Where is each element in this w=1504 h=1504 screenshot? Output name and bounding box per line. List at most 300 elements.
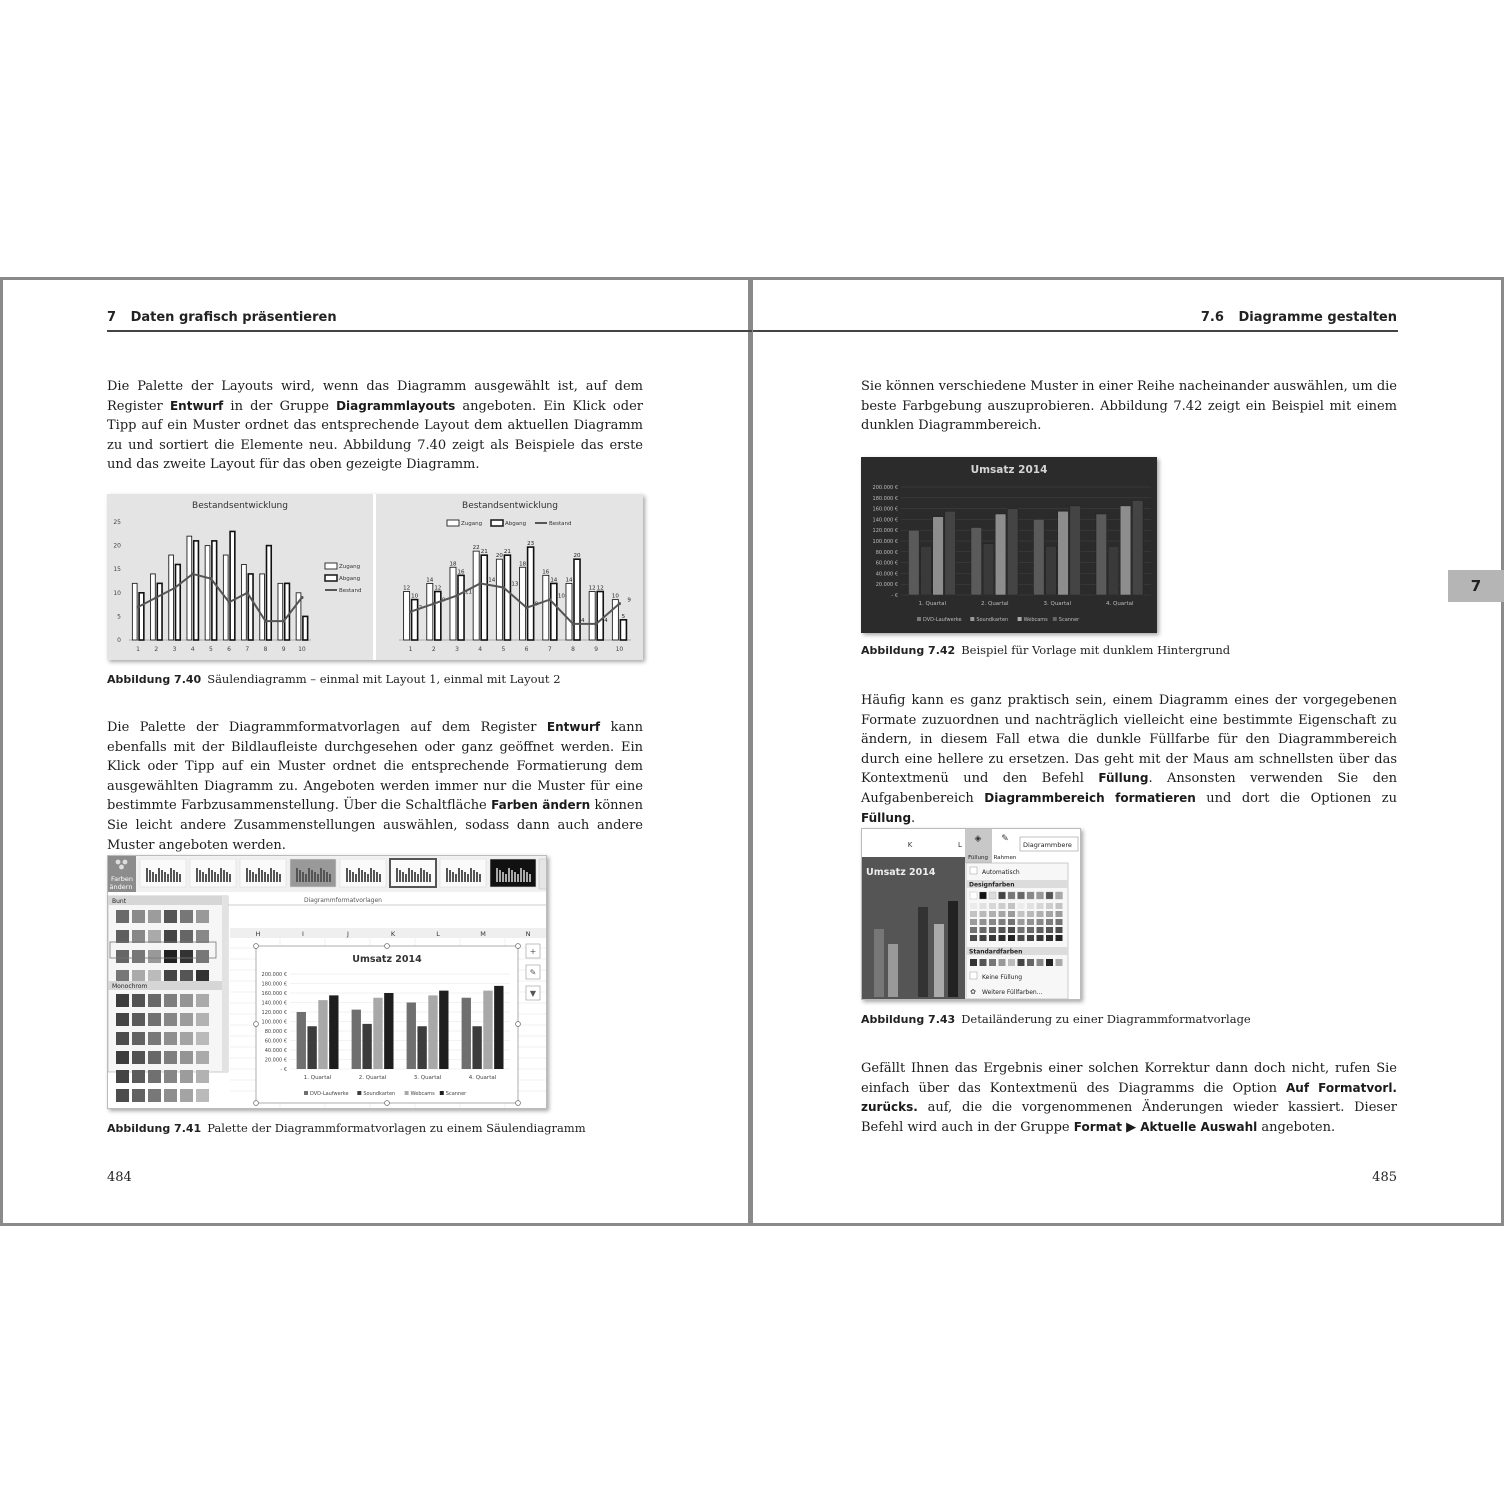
thumbnail-bar <box>367 874 369 882</box>
thumbnail-bar <box>299 870 301 882</box>
column-header: M <box>480 930 486 938</box>
theme-shade-swatch <box>970 919 977 925</box>
theme-shade-swatch <box>1037 911 1044 917</box>
filter-icon: ▼ <box>529 989 537 998</box>
y-tick-label: 20.000 € <box>264 1057 287 1064</box>
thumbnail-bar <box>508 868 510 882</box>
button-label: Rahmen <box>993 855 1017 861</box>
x-tick-label: 5 <box>501 646 506 653</box>
resize-handle <box>254 944 259 949</box>
caption-text: Beispiel für Vorlage mit dunklem Hintergrund <box>961 643 1231 657</box>
thumbnail-bar <box>470 868 472 882</box>
data-label: 10 <box>611 593 619 600</box>
bar-abgang <box>303 616 308 640</box>
ui-term: Entwurf <box>169 398 224 413</box>
theme-shade-swatch <box>1037 927 1044 933</box>
color-swatch <box>196 1013 209 1026</box>
theme-shade-swatch <box>1018 903 1025 909</box>
thumbnail-bar <box>226 872 228 882</box>
thumbnail-bar <box>279 874 281 882</box>
data-label: 9 <box>441 597 446 604</box>
x-tick-label: 10 <box>298 646 306 653</box>
bar-webcams <box>1058 511 1069 595</box>
standard-color-swatch <box>1018 959 1025 966</box>
bar-scanner <box>1007 509 1018 595</box>
column-header-bar <box>230 928 547 938</box>
thumbnail-bar <box>476 872 478 882</box>
chart-bar <box>888 944 898 997</box>
bar-dvd-laufwerke <box>352 1010 361 1069</box>
bar-dvd-laufwerke <box>1034 519 1045 595</box>
x-tick-label: 3. Quartal <box>1043 601 1071 607</box>
color-swatch <box>196 950 209 963</box>
thumbnail-bar <box>311 870 313 882</box>
color-swatch <box>148 994 161 1007</box>
x-tick-label: 2 <box>154 646 159 653</box>
thumbnail-bar <box>402 872 404 882</box>
chart-title: Bestandsentwicklung <box>462 501 558 511</box>
data-label: 9 <box>627 597 631 604</box>
column-header: K <box>907 841 913 849</box>
theme-shade-swatch <box>980 903 987 909</box>
thumbnail-bar <box>529 874 531 882</box>
ui-term: Füllung <box>1098 771 1149 786</box>
data-label: 4 <box>604 617 608 624</box>
point-bestand <box>209 577 212 580</box>
theme-shade-swatch <box>989 911 996 917</box>
ui-term: Farben ändern <box>491 798 591 813</box>
thumbnail-bar <box>196 868 198 882</box>
data-label: 21 <box>503 549 511 556</box>
dropdown-scrollbar <box>222 896 228 1072</box>
standard-color-swatch <box>1046 959 1053 966</box>
thumbnail-bar <box>417 874 419 882</box>
thumbnail-bar <box>158 868 160 882</box>
x-tick-label: 4 <box>478 646 483 653</box>
bar-soundkarten <box>362 1024 371 1069</box>
data-label: 18 <box>519 561 527 568</box>
theme-shade-swatch <box>1027 919 1034 925</box>
bar-zugang <box>450 567 456 640</box>
theme-shade-swatch <box>980 911 987 917</box>
gallery-scrollbar <box>539 859 547 889</box>
color-swatch <box>180 1032 193 1045</box>
chart-title: Umsatz 2014 <box>352 954 422 965</box>
bar-zugang <box>169 555 174 640</box>
legend-label: Zugang <box>339 564 361 570</box>
theme-shade-swatch <box>1008 903 1015 909</box>
theme-shade-swatch <box>1056 935 1063 941</box>
bar-abgang <box>412 600 418 640</box>
theme-shade-swatch <box>999 927 1006 933</box>
bar-scanner <box>945 511 956 595</box>
thumbnail-bar <box>349 870 351 882</box>
thumbnail-bar <box>314 872 316 882</box>
no-fill-swatch <box>970 972 977 979</box>
menu-item-automatic: Automatisch <box>982 869 1020 876</box>
bar-abgang <box>139 593 144 640</box>
thumbnail-bar <box>526 872 528 882</box>
color-swatch <box>132 1032 145 1045</box>
chapter-thumb-tab: 7 <box>1448 570 1504 602</box>
menu-section-label: Designfarben <box>969 881 1015 889</box>
caption-7-40 <box>107 672 561 686</box>
thumbnail-bar <box>420 868 422 882</box>
section-label: Monochrom <box>112 983 148 990</box>
bar-abgang <box>504 555 510 640</box>
data-label: 8 <box>534 601 539 608</box>
legend-label: Abgang <box>505 521 527 527</box>
theme-shade-swatch <box>1018 919 1025 925</box>
thumbnail-bar <box>202 872 204 882</box>
bar-abgang <box>620 620 626 640</box>
data-label: 23 <box>527 541 535 548</box>
theme-color-swatch <box>989 892 996 899</box>
thumbnail-bar <box>499 870 501 882</box>
bar-zugang <box>151 574 156 640</box>
right-page <box>752 277 1504 1226</box>
bar-abgang <box>551 583 557 640</box>
theme-shade-swatch <box>1056 919 1063 925</box>
y-tick-label: 20 <box>113 542 121 550</box>
thumbnail-bar <box>273 870 275 882</box>
theme-color-swatch <box>1018 892 1025 899</box>
column-charts-layout-1-2 <box>107 494 643 660</box>
plus-icon: + <box>529 947 537 956</box>
data-label: 4 <box>581 617 585 624</box>
theme-shade-swatch <box>1018 927 1025 933</box>
color-swatch <box>148 1013 161 1026</box>
thumbnail-bar <box>208 868 210 882</box>
color-swatch <box>116 994 129 1007</box>
ui-term: Diagrammlayouts <box>336 398 456 413</box>
standard-color-swatch <box>999 959 1006 966</box>
text-run: kann ebenfalls mit der Bildlaufleiste durchgesehen oder ganz geöffnet werden. Ein Klick oder Tipp auf ein Muster ordnet die entsprechende Formatierung dem ausgewählten Diagramm zu. Angeboten werden immer nur die Muster für eine bestimmte Farbzusammenstellung. Über die Schaltfläche <box>107 720 643 814</box>
menu-item-more-colors: Weitere Füllfarben... <box>982 989 1043 996</box>
theme-color-swatch <box>1056 892 1063 899</box>
legend-swatch <box>357 1091 361 1095</box>
bar-abgang <box>435 592 441 640</box>
paragraph-zuruecksetzen <box>861 1059 1397 1137</box>
left-page <box>0 277 752 1226</box>
theme-shade-swatch <box>970 927 977 933</box>
legend-swatch <box>970 617 974 621</box>
legend-label: Webcams <box>410 1091 435 1097</box>
legend-label: Soundkarten <box>976 617 1009 623</box>
text-run: auf, die die vorgenommenen Änderungen wieder kassiert. Dieser Befehl wird auch in der Gruppe <box>861 1100 1397 1135</box>
caption-label: Abbildung 7.42 <box>861 644 956 657</box>
theme-shade-swatch <box>989 927 996 933</box>
color-swatch <box>164 950 177 963</box>
legend-label: Scanner <box>1058 617 1080 623</box>
paragraph-fuellung <box>861 691 1397 828</box>
column-header: J <box>347 930 349 938</box>
bar-soundkarten <box>307 1026 316 1069</box>
theme-shade-swatch <box>1037 903 1044 909</box>
point-bestand <box>409 610 412 613</box>
y-tick-label: 160.000 € <box>261 991 287 997</box>
y-tick-label: - € <box>891 593 898 599</box>
y-tick-label: 140.000 € <box>261 1000 287 1007</box>
legend-swatch <box>304 1091 308 1095</box>
thumbnail-bar <box>411 870 413 882</box>
thumbnail-bar <box>358 868 360 882</box>
theme-shade-swatch <box>999 919 1006 925</box>
bar-zugang <box>278 583 283 640</box>
color-swatch <box>196 1070 209 1083</box>
thumbnail-bar <box>517 874 519 882</box>
dark-column-chart <box>861 457 1157 633</box>
y-tick-label: 20.000 € <box>875 582 898 589</box>
ui-term: Diagrammbereich formatieren <box>984 790 1196 805</box>
color-swatch <box>148 1089 161 1102</box>
point-bestand <box>455 594 458 597</box>
color-swatch <box>180 1070 193 1083</box>
chart-bar <box>948 901 958 997</box>
thumbnail-bar <box>496 868 498 882</box>
color-swatch <box>180 950 193 963</box>
color-swatch <box>132 1051 145 1064</box>
thumbnail-bar <box>502 872 504 882</box>
thumbnail-bar <box>261 870 263 882</box>
y-tick-label: 180.000 € <box>261 981 287 988</box>
x-tick-label: 2. Quartal <box>981 601 1009 607</box>
resize-handle <box>516 1101 521 1106</box>
pen-icon: ✎ <box>1001 834 1009 844</box>
data-label: 16 <box>542 569 550 576</box>
resize-handle <box>385 1101 390 1106</box>
thumbnail-bar <box>305 874 307 882</box>
header-rule <box>107 330 752 332</box>
color-swatch <box>180 930 193 943</box>
thumbnail-bar <box>399 870 401 882</box>
bar-abgang <box>194 541 199 640</box>
point-bestand <box>548 598 551 601</box>
theme-shade-swatch <box>1037 935 1044 941</box>
thumbnail-bar <box>249 870 251 882</box>
color-swatch <box>180 1089 193 1102</box>
data-label: 11 <box>465 589 473 596</box>
column-header: I <box>302 930 304 938</box>
data-label: 20 <box>495 553 503 560</box>
x-tick-label: 3. Quartal <box>413 1075 442 1081</box>
color-swatch <box>132 950 145 963</box>
thumbnail-bar <box>329 874 331 882</box>
chart-title: Umsatz 2014 <box>866 867 936 878</box>
legend-swatch <box>440 1091 444 1095</box>
color-swatch <box>164 1051 177 1064</box>
x-tick-label: 3 <box>455 646 459 653</box>
x-tick-label: 4. Quartal <box>468 1075 497 1081</box>
data-label: 14 <box>488 577 496 584</box>
color-swatch <box>180 910 193 923</box>
data-label: 7 <box>418 605 423 612</box>
theme-shade-swatch <box>1046 903 1053 909</box>
standard-color-swatch <box>1027 959 1034 966</box>
bar-scanner <box>384 993 393 1069</box>
thumbnail-bar <box>405 874 407 882</box>
data-label: 18 <box>449 561 457 568</box>
text-run: Die Palette der Layouts wird, wenn das Diagramm ausgewählt ist, auf dem Register <box>107 379 643 414</box>
color-swatch <box>164 1089 177 1102</box>
theme-shade-swatch <box>1008 935 1015 941</box>
bar-webcams <box>1120 506 1131 595</box>
x-tick-label: 9 <box>281 646 286 653</box>
data-label: 20 <box>573 553 581 560</box>
x-tick-label: 5 <box>208 646 213 653</box>
fill-color-menu-screenshot <box>862 829 1081 1000</box>
theme-shade-swatch <box>1027 935 1034 941</box>
column-header: N <box>525 930 531 938</box>
bar-soundkarten <box>417 1026 426 1069</box>
resize-handle <box>254 1101 259 1106</box>
x-tick-label: 8 <box>263 646 268 653</box>
point-bestand <box>191 572 194 575</box>
bar-scanner <box>439 991 448 1069</box>
thumbnail-bar <box>264 872 266 882</box>
thumbnail-bar <box>511 870 513 882</box>
bar-abgang <box>528 547 534 640</box>
bar-dvd-laufwerke <box>971 528 982 596</box>
legend-swatch <box>447 520 459 526</box>
color-swatch <box>180 994 193 1007</box>
section-label: Bunt <box>112 898 127 905</box>
x-tick-label: 9 <box>594 646 599 653</box>
running-header-right <box>1201 310 1397 325</box>
theme-shade-swatch <box>980 935 987 941</box>
section-title: Diagramme gestalten <box>1238 310 1397 325</box>
bar-dvd-laufwerke <box>1096 514 1107 595</box>
data-label: 14 <box>565 577 573 584</box>
theme-shade-swatch <box>1056 903 1063 909</box>
header-rule <box>753 330 1398 332</box>
bar-scanner <box>1070 506 1081 595</box>
menu-section-label: Standardfarben <box>969 948 1023 956</box>
thumbnail-bar <box>455 874 457 882</box>
color-wheel-icon: ✿ <box>970 988 976 996</box>
button-label: ändern <box>109 883 133 891</box>
thumbnail-bar <box>467 874 469 882</box>
y-tick-label: 140.000 € <box>872 517 898 524</box>
bar-webcams <box>373 998 382 1069</box>
text-run: Die Palette der Diagrammformatvorlagen auf dem Register <box>107 720 547 735</box>
theme-shade-swatch <box>999 935 1006 941</box>
thumbnail-bar <box>376 872 378 882</box>
theme-shade-swatch <box>1018 911 1025 917</box>
theme-shade-swatch <box>999 903 1006 909</box>
color-swatch <box>116 1089 129 1102</box>
legend-label: Abgang <box>339 576 361 582</box>
thumbnail-bar <box>217 874 219 882</box>
theme-shade-swatch <box>1027 903 1034 909</box>
x-tick-label: 1. Quartal <box>918 601 946 607</box>
theme-shade-swatch <box>989 903 996 909</box>
thumbnail-bar <box>355 874 357 882</box>
x-tick-label: 1. Quartal <box>303 1075 332 1081</box>
theme-color-swatch <box>970 892 977 899</box>
y-tick-label: 180.000 € <box>872 495 898 502</box>
legend-swatch <box>491 520 503 526</box>
y-tick-label: 120.000 € <box>261 1010 287 1016</box>
thumbnail-bar <box>396 868 398 882</box>
point-bestand <box>228 601 231 604</box>
thumbnail-bar <box>296 868 298 882</box>
figure-7-40 <box>107 494 643 660</box>
bar-zugang <box>404 592 410 640</box>
text-run: Gefällt Ihnen das Ergebnis einer solchen Korrektur dann doch nicht, rufen Sie einfach über das Kontextmenü des Diagramms die Option <box>861 1061 1397 1096</box>
color-swatch <box>196 994 209 1007</box>
thumbnail-bar <box>167 874 169 882</box>
column-header: H <box>255 930 261 938</box>
thumbnail-bar <box>270 868 272 882</box>
theme-shade-swatch <box>1037 919 1044 925</box>
bar-zugang <box>205 546 210 640</box>
paint-bucket-icon: ◈ <box>974 834 982 844</box>
color-swatch <box>164 1032 177 1045</box>
theme-shade-swatch <box>1046 919 1053 925</box>
caption-text: Säulendiagramm – einmal mit Layout 1, einmal mit Layout 2 <box>207 672 561 686</box>
color-swatch <box>148 1032 161 1045</box>
point-bestand <box>264 620 267 623</box>
thumbnail-bar <box>149 870 151 882</box>
thumbnail-bar <box>373 870 375 882</box>
data-label: 14 <box>426 577 434 584</box>
x-tick-label: 2. Quartal <box>358 1075 387 1081</box>
theme-shade-swatch <box>1008 927 1015 933</box>
palette-dot-icon <box>119 865 124 870</box>
y-tick-label: 10 <box>113 589 121 597</box>
caption-7-42 <box>861 643 1230 657</box>
bar-abgang <box>597 592 603 640</box>
book-spread <box>0 277 1504 1226</box>
thumbnail-bar <box>246 868 248 882</box>
color-swatch <box>148 930 161 943</box>
figure-7-43 <box>861 828 1081 1000</box>
bar-zugang <box>589 592 595 640</box>
standard-color-swatch <box>1008 959 1015 966</box>
thumbnail-bar <box>214 872 216 882</box>
thumbnail-bar <box>326 872 328 882</box>
bar-abgang <box>248 574 253 640</box>
thumbnail-bar <box>170 868 172 882</box>
thumbnail-bar <box>523 870 525 882</box>
caption-text: Detailänderung zu einer Diagrammformatvorlage <box>961 1012 1251 1026</box>
theme-shade-swatch <box>999 911 1006 917</box>
x-tick-label: 7 <box>547 646 552 653</box>
y-tick-label: 120.000 € <box>872 528 898 535</box>
legend-label: Bestand <box>339 588 362 594</box>
thumbnail-bar <box>164 872 166 882</box>
thumbnail-bar <box>520 868 522 882</box>
page-number-left: 484 <box>107 1170 132 1185</box>
thumbnail-bar <box>223 870 225 882</box>
bar-abgang <box>481 555 487 640</box>
bar-webcams <box>318 1000 327 1069</box>
bar-webcams <box>428 995 437 1069</box>
legend-swatch <box>917 617 921 621</box>
thumbnail-bar <box>414 872 416 882</box>
theme-color-swatch <box>1008 892 1015 899</box>
point-bestand <box>246 591 249 594</box>
chart-bar <box>918 907 928 997</box>
chapter-title: Daten grafisch präsentieren <box>130 310 337 325</box>
chart-title: Bestandsentwicklung <box>192 501 288 511</box>
data-label: 13 <box>511 581 519 588</box>
thumbnail-bar <box>379 874 381 882</box>
ui-term: Format <box>1073 1119 1122 1134</box>
bar-abgang <box>212 541 217 640</box>
bar-zugang <box>242 564 247 640</box>
